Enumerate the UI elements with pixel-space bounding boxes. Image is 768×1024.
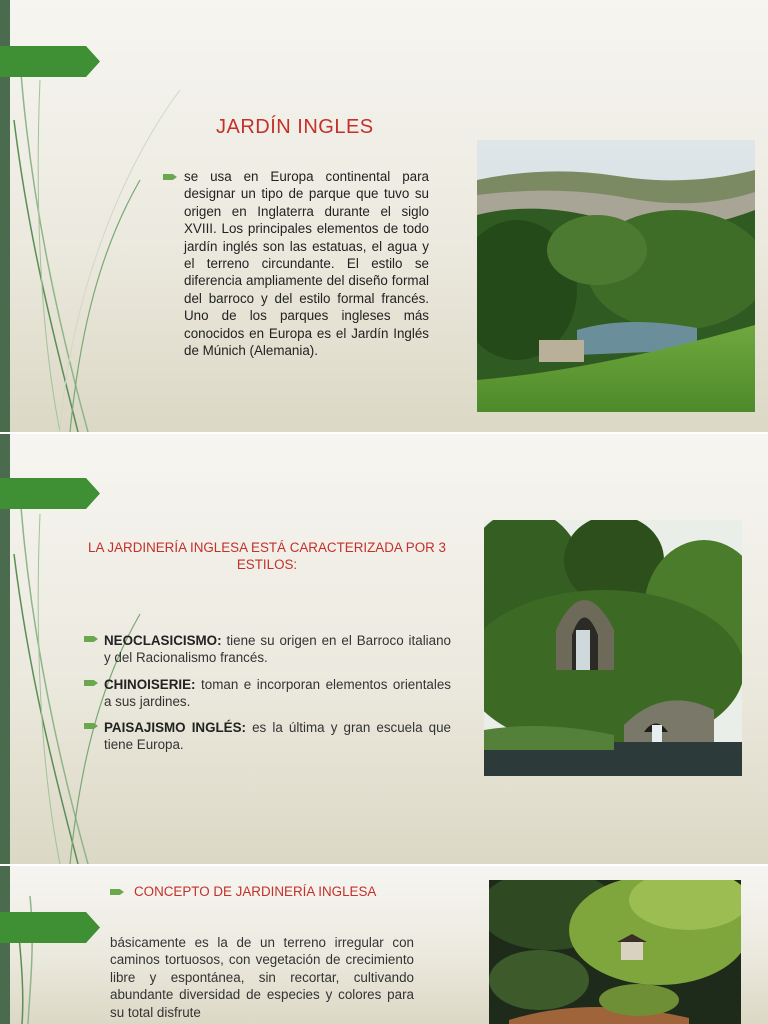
- style-term: CHINOISERIE:: [104, 677, 196, 692]
- bullet-arrow-icon: [84, 680, 98, 686]
- style-term: NEOCLASICISMO:: [104, 633, 222, 648]
- green-tab-marker: [0, 478, 100, 509]
- bullet-arrow-icon: [163, 174, 177, 180]
- style-item: [104, 676, 451, 710]
- grotto-waterfall-photo: [484, 520, 742, 776]
- style-description: tiene su origen en el Barroco italiano y del Racionalismo francés.: [104, 633, 451, 665]
- landscape-garden-photo: [477, 140, 755, 412]
- slide-3: [0, 866, 768, 1024]
- bullet-arrow-icon: [84, 636, 98, 642]
- green-tab-marker: [0, 912, 100, 943]
- style-term: PAISAJISMO INGLÉS:: [104, 720, 247, 735]
- japanese-garden-photo: [489, 880, 741, 1024]
- bullet-arrow-icon: [110, 889, 124, 895]
- slide-title: JARDÍN INGLES: [216, 116, 374, 138]
- left-accent-bar: [0, 866, 10, 1024]
- style-description: es la última y gran escuela que tiene Europa.: [104, 720, 451, 752]
- slide-title: LA JARDINERÍA INGLESA ESTÁ CARACTERIZADA POR 3 ESTILOS:: [88, 540, 446, 572]
- slide-1: [0, 0, 768, 432]
- style-item: [104, 719, 451, 753]
- slide-body-text: se usa en Europa continental para designar un tipo de parque que tuvo su origen en Inglaterra durante el siglo XVIII. Los principales elementos de todo jardín inglés son las estatuas, el agua y el terreno circundante. El estilo se diferencia ampliamente del diseño formal del barroco y del estilo formal francés. Uno de los parques ingleses más conocidos en Europa es el Jardín Inglés de Múnich (Alemania).: [184, 169, 429, 359]
- style-item: [104, 632, 451, 666]
- style-description: toman e incorporan elementos orientales a sus jardines.: [104, 677, 451, 709]
- slide-body-text: básicamente es la de un terreno irregular con caminos tortuosos, con vegetación de crecimiento libre y espontánea, sin recortar, cultivando abundante diversidad de especies y colores para su total disfrute: [110, 935, 414, 1020]
- slide-2: [0, 434, 768, 864]
- bullet-arrow-icon: [84, 723, 98, 729]
- slide-title: CONCEPTO DE JARDINERÍA INGLESA: [134, 884, 377, 899]
- green-tab-marker: [0, 46, 100, 77]
